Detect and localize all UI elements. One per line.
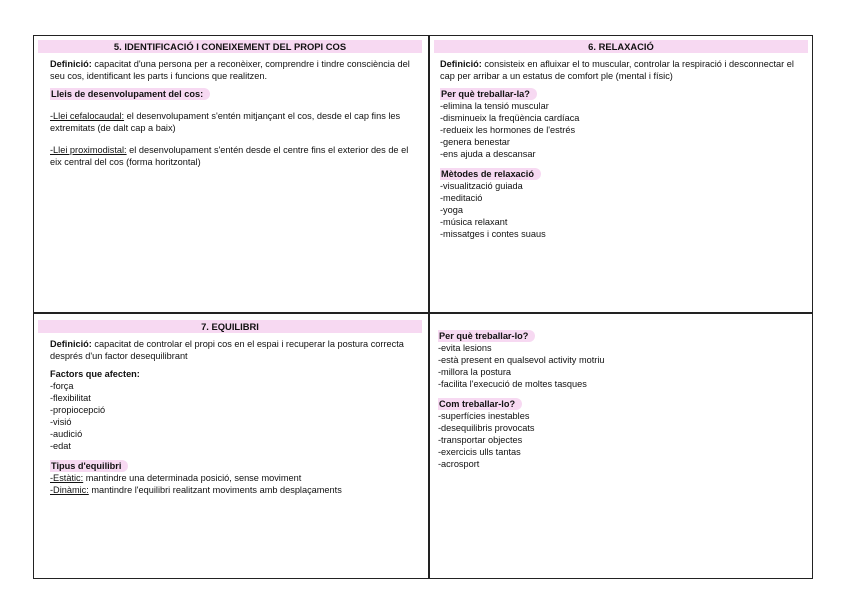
law-proximodistal [50,144,416,168]
definition [440,58,802,82]
section-title: 7. EQUILIBRI [38,320,422,333]
list-item: -ens ajuda a descansar [440,149,536,159]
list-item: -edat [50,441,71,451]
type-dynamic [50,484,416,496]
definition-label: Definició: [50,339,92,349]
section-equilibri-continued [434,330,808,470]
list-item: -genera benestar [440,137,510,147]
list-item: -millora la postura [438,367,512,377]
list-item: -força [50,381,74,391]
law-name: -Llei cefalocaudal: [50,111,125,121]
definition [50,338,416,362]
section-relaxacio [434,40,808,240]
list-item: -desequilibris provocats [438,423,535,433]
list-item: -exercicis ulls tantas [438,447,521,457]
methods-heading: Mètodes de relaxació [440,168,541,180]
type-name: -Estàtic: [50,473,84,483]
section-title: 5. IDENTIFICACIÓ I CONEIXEMENT DEL PROPI COS [38,40,422,53]
type-static [50,472,416,484]
definition-label: Definició: [50,59,92,69]
definition-label: Definició: [440,59,482,69]
why-heading: Per què treballar-la? [440,88,537,100]
list-item: -audició [50,429,83,439]
types-heading: Tipus d'equilibri [50,460,128,472]
law-text: el desenvolupament s'entén mitjançant el cos, desde el cap fins les extremitats (de dalt cap a baix) [50,111,401,133]
list-item: -propiocepció [50,405,106,415]
list-item: -superfícies inestables [438,411,530,421]
type-name: -Dinàmic: [50,485,89,495]
list-item: -evita lesions [438,343,492,353]
list-item: -elimina la tensió muscular [440,101,549,111]
methods-list [440,180,802,240]
definition-text: capacitat de controlar el propi cos en el espai i recuperar la postura correcta després d'un factor desequilibrant [50,339,404,361]
list-item: -meditació [440,193,483,203]
list-item: -està present en qualsevol activity motriu [438,355,605,365]
horizontal-divider [34,312,812,314]
why-heading: Per què treballar-lo? [438,330,535,342]
why-list [438,342,802,390]
list-item: -acrosport [438,459,480,469]
type-text: mantindre una determinada posició, sense moviment [85,473,302,483]
types-list [50,472,416,496]
list-item: -transportar objectes [438,435,523,445]
law-cefalocaudal [50,110,416,134]
law-text: el desenvolupament s'entén desde el centre fins el exterior des de el eix central del cos (forma horitzontal) [50,145,409,167]
list-item: -visió [50,417,72,427]
list-item: -disminueix la freqüència cardíaca [440,113,580,123]
factors-list [50,380,416,452]
list-item: -yoga [440,205,463,215]
list-item: -flexibilitat [50,393,91,403]
definition [50,58,416,82]
type-text: mantindre l'equilibri realitzant moviments amb desplaçaments [91,485,342,495]
how-heading: Com treballar-lo? [438,398,522,410]
list-item: -visualització guiada [440,181,523,191]
section-identificacio [38,40,422,174]
study-sheet-grid [33,35,813,579]
section-equilibri [38,320,422,496]
section-title: 6. RELAXACIÓ [434,40,808,53]
definition-text: consisteix en afluixar el to muscular, controlar la respiració i desconnectar el cap per arribar a un estatus de comfort ple (mental i físic) [440,59,794,81]
how-list [438,410,802,470]
list-item: -redueix les hormones de l'estrés [440,125,576,135]
laws-heading: Lleis de desenvolupament del cos: [50,88,210,100]
factors-heading: Factors que afecten: [50,369,140,379]
why-list [440,100,802,160]
law-name: -Llei proximodistal: [50,145,127,155]
definition-text: capacitat d'una persona per a reconèixer, comprendre i tindre consciència del seu cos, identificant les parts i funcions que realitzen. [50,59,410,81]
list-item: -missatges i contes suaus [440,229,546,239]
vertical-divider [428,36,430,578]
list-item: -música relaxant [440,217,508,227]
list-item: -facilita l'execució de moltes tasques [438,379,587,389]
